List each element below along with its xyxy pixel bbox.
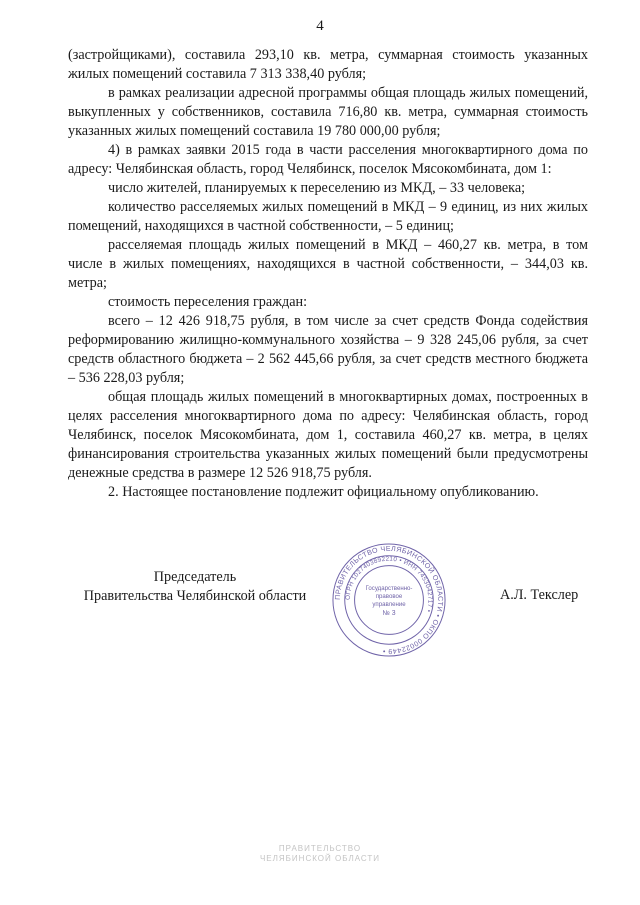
- footer-watermark: [0, 844, 640, 864]
- paragraph: общая площадь жилых помещений в многоквартирных домах, построенных в целях расселения многоквартирного дома по адресу: Челябинская область, город Челябинск, поселок Мясокомбината, дом 1, составила 460,27 кв. метра, в целях финансирования строительства указанных жилых помещений были предусмотрены денежные средства в размере 12 526 918,75 рубля.: [68, 389, 588, 481]
- paragraph: 4) в рамках заявки 2015 года в части расселения многоквартирного дома по адресу: Челябинская область, город Челябинск, поселок Мясокомбината, дом 1:: [68, 142, 588, 177]
- seal-ring-text: ПРАВИТЕЛЬСТВО ЧЕЛЯБИНСКОЙ ОБЛАСТИ • ОКПО 00022449 •: [333, 544, 445, 656]
- signature-block: [0, 544, 640, 698]
- seal-center-text: Государственно-: [365, 585, 413, 593]
- signatory-title: [75, 568, 315, 606]
- paragraph: в рамках реализации адресной программы общая площадь жилых помещений, выкупленных у собственников, составила 716,80 кв. метра, суммарная стоимость указанных жилых помещений составила 19 780 000,00 рубля;: [68, 85, 588, 139]
- paragraph: стоимость переселения граждан:: [108, 294, 308, 310]
- paragraph: (застройщиками), составила 293,10 кв. метра, суммарная стоимость указанных жилых помещений составила 7 313 338,40 рубля;: [68, 47, 588, 82]
- signatory-title-line: Правительства Челябинской области: [83, 588, 307, 604]
- page-number: 4: [316, 18, 324, 34]
- signatory-title-line: Председатель: [153, 569, 237, 585]
- paragraph: расселяемая площадь жилых помещений в МКД – 460,27 кв. метра, в том числе в жилых помещениях, находящихся в частной собственности, – 344,03 кв. метра;: [68, 237, 588, 291]
- seal-center-text: № 3: [382, 609, 396, 617]
- seal-center-text: правовое: [375, 593, 403, 601]
- seal-center-text: управление: [372, 600, 406, 608]
- official-seal: [330, 541, 448, 659]
- seal-inner-ring-text: ОГРН 1027403892210 • ИНН 7453042717 •: [344, 555, 434, 614]
- footer-line: ЧЕЛЯБИНСКОЙ ОБЛАСТИ: [259, 854, 381, 863]
- footer-line: ПРАВИТЕЛЬСТВО: [278, 844, 362, 853]
- paragraph: 2. Настоящее постановление подлежит официальному опубликованию.: [108, 484, 539, 500]
- paragraph: число жителей, планируемых к переселению из МКД, – 33 человека;: [108, 180, 526, 196]
- signatory-name: А.Л. Текслер: [500, 587, 579, 603]
- paragraph: количество расселяемых жилых помещений в МКД – 9 единиц, из них жилых помещений, находящихся в частной собственности, – 5 единиц;: [68, 199, 588, 234]
- paragraph: всего – 12 426 918,75 рубля, в том числе за счет средств Фонда содействия реформированию жилищно-коммунального хозяйства – 9 328 245,06 рубля, за счет средств областного бюджета – 2 562 445,66 рубля, за счет средств местного бюджета – 536 228,03 рубля;: [68, 313, 588, 386]
- document-body: [68, 46, 588, 502]
